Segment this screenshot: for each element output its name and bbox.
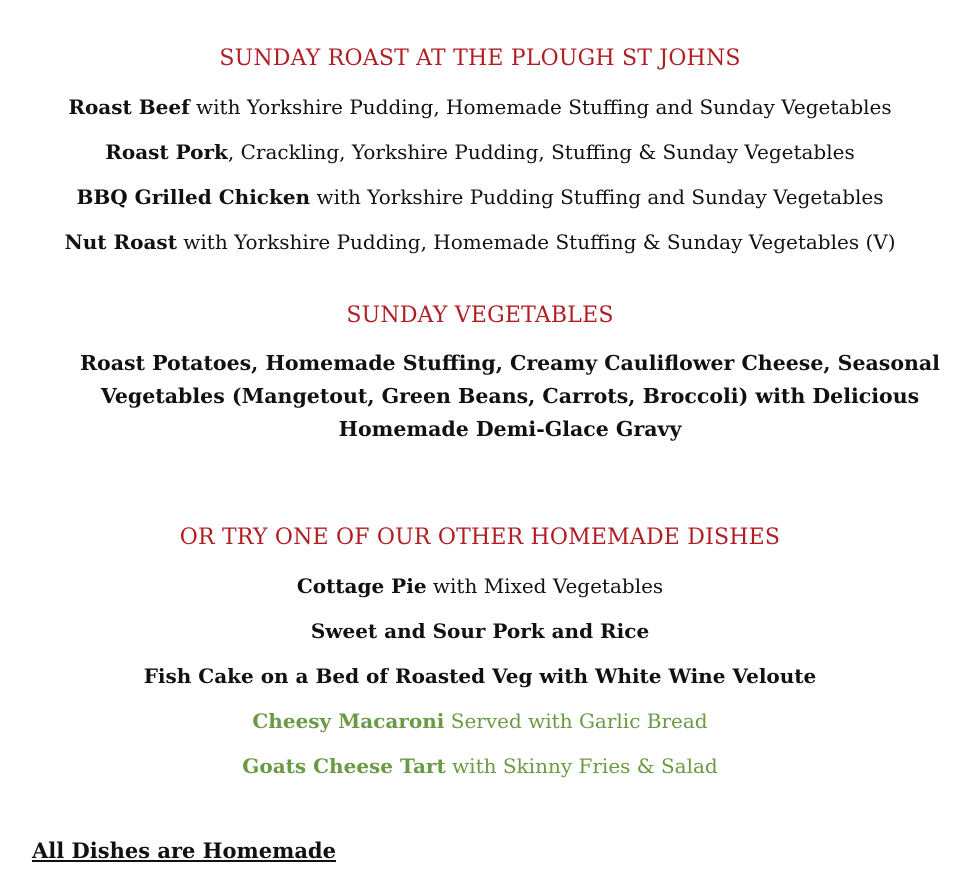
menu-item-description: with Yorkshire Pudding, Homemade Stuffing and Sunday Vegetables [189,95,892,119]
menu-item-bbq-chicken [0,184,960,210]
sunday-vegetables-heading: SUNDAY VEGETABLES [346,303,614,328]
menu-item-description: with Yorkshire Pudding Stuffing and Sunday Vegetables [310,185,884,209]
other-dishes-heading: OR TRY ONE OF OUR OTHER HOMEMADE DISHES [179,525,781,550]
menu-item-description: with Skinny Fries & Salad [445,754,718,778]
menu-item-name: Sweet and Sour Pork and Rice [310,619,650,643]
menu-item-name: Goats Cheese Tart [242,754,446,778]
menu-item-goats-cheese-tart [0,753,960,779]
menu-item-sweet-sour-pork [0,618,960,644]
menu-item-name: Roast Beef [68,95,190,119]
menu-item-description: Served with Garlic Bread [444,709,708,733]
menu-item-name: Fish Cake on a Bed of Roasted Veg with White Wine Veloute [143,664,817,688]
menu-item-fish-cake [0,663,960,689]
menu-item-cottage-pie [0,573,960,599]
menu-item-name: Cottage Pie [296,574,427,598]
sunday-vegetables-description: Roast Potatoes, Homemade Stuffing, Creamy Cauliflower Cheese, Seasonal Vegetables (Mangetout, Green Beans, Carrots, Broccoli) with Delicious Homemade Demi-Glace Gravy [80,351,940,441]
menu-item-name: Nut Roast [64,230,177,254]
menu-item-description: , Crackling, Yorkshire Pudding, Stuffing & Sunday Vegetables [227,140,855,164]
menu-item-name: Cheesy Macaroni [252,709,445,733]
menu-item-name: BBQ Grilled Chicken [76,185,311,209]
menu-item-name: Roast Pork [105,140,228,164]
menu-item-roast-pork [0,139,960,165]
menu-item-description: with Yorkshire Pudding, Homemade Stuffing & Sunday Vegetables (V) [176,230,896,254]
menu-item-nut-roast [0,229,960,255]
sunday-roast-heading: SUNDAY ROAST AT THE PLOUGH ST JOHNS [219,46,741,71]
menu-item-roast-beef [0,94,960,120]
homemade-footer-note: All Dishes are Homemade [32,838,336,863]
menu-item-description: with Mixed Vegetables [426,574,664,598]
menu-item-cheesy-macaroni [0,708,960,734]
